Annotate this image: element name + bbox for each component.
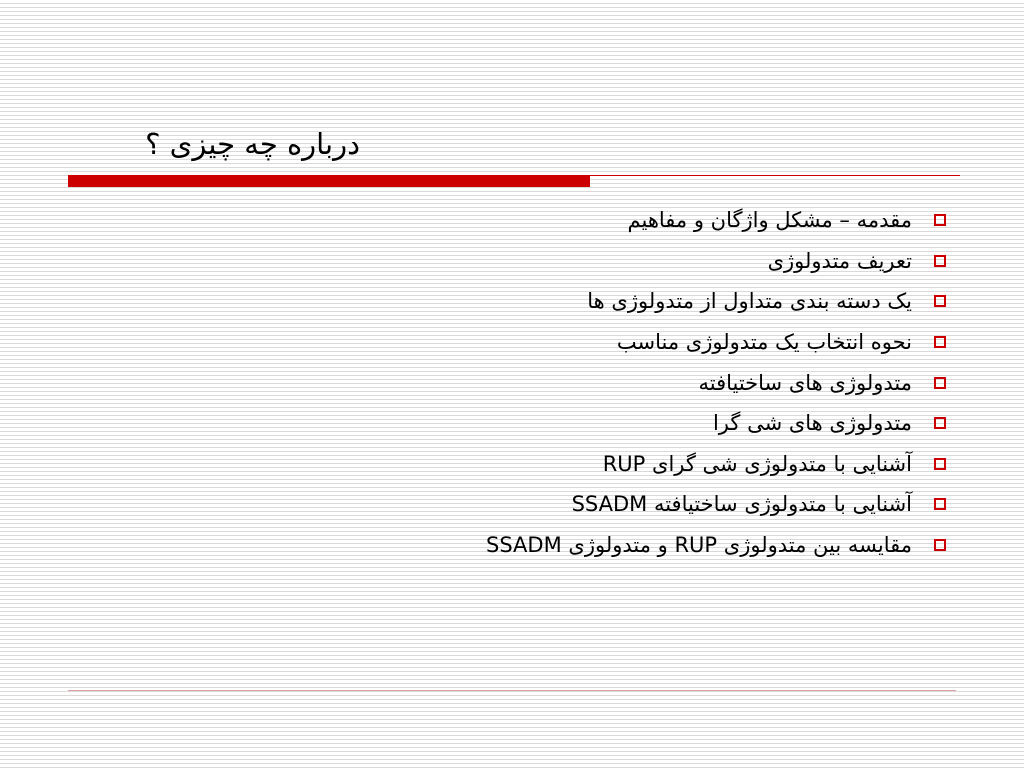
footer-divider [68,690,956,691]
square-bullet-icon [934,295,946,307]
list-item-text: یک دسته بندی متداول از متدولوژی ها [587,289,912,314]
bullet-list [246,200,946,565]
square-bullet-icon [934,417,946,429]
square-bullet-icon [934,214,946,226]
list-item-text: تعریف متدولوژی [767,248,912,273]
square-bullet-icon [934,255,946,267]
square-bullet-icon [934,458,946,470]
list-item-text: مقدمه – مشکل واژگان و مفاهیم [627,208,912,233]
list-item [246,484,946,525]
square-bullet-icon [934,336,946,348]
list-item-text: نحوه انتخاب یک متدولوژی مناسب [616,330,912,355]
list-item [246,403,946,444]
square-bullet-icon [934,498,946,510]
list-item [246,281,946,322]
list-item-text: مقایسه بین متدولوژی RUP و متدولوژی SSADM [486,533,912,558]
list-item [246,444,946,485]
list-item [246,362,946,403]
title-divider-thick [68,176,590,187]
list-item-text: آشنایی با متدولوژی ساختیافته SSADM [571,492,912,517]
list-item [246,525,946,566]
square-bullet-icon [934,539,946,551]
list-item-text: متدولوژی های شی گرا [712,411,912,436]
slide-title: درباره چه چیزی ؟ [145,127,360,161]
list-item [246,322,946,363]
list-item [246,241,946,282]
list-item [246,200,946,241]
square-bullet-icon [934,377,946,389]
list-item-text: متدولوژی های ساختیافته [698,370,912,395]
list-item-text: آشنایی با متدولوژی شی گرای RUP [602,451,912,476]
